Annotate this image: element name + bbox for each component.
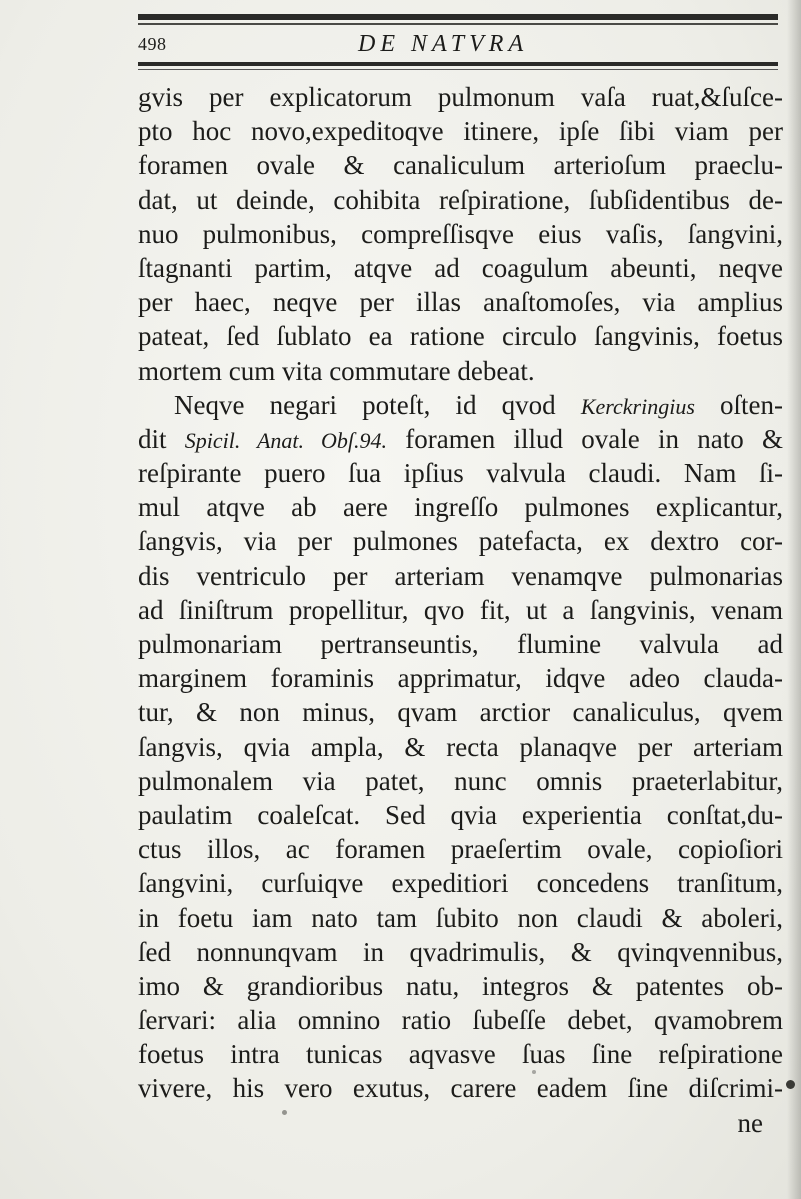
text-line: in foetu iam nato tam ſubito non claudi & aboleri,	[138, 902, 783, 933]
text-line: pulmonalem via patet, nunc omnis praeterlabitur,	[138, 765, 783, 796]
text-line: mortem cum vita commutare debeat.	[138, 355, 535, 386]
text-segment: Neqve negari poteſt, id qvod	[174, 389, 581, 420]
text-line: vivere, his vero exutus, carere eadem ſine diſcrimi-	[138, 1073, 783, 1104]
text-line: ſangvini, curſuiqve expeditiori concedens tranſitum,	[138, 868, 783, 899]
text-line: ſtagnanti partim, atqve ad coagulum abeunti, neqve	[138, 252, 783, 283]
text-line: per haec, neqve per illas anaſtomoſes, via amplius	[138, 287, 783, 318]
text-line: dat, ut deinde, cohibita reſpiratione, ſubſidentibus de-	[138, 184, 783, 215]
text-line: mul atqve ab aere ingreſſo pulmones explicantur,	[138, 492, 783, 523]
italic-citation: Spicil. Anat. Obſ.94.	[184, 427, 388, 453]
text-segment: dit	[138, 423, 185, 454]
text-segment: oſten-	[694, 389, 783, 420]
text-line: gvis per explicatorum pulmonum vaſa ruat,&ſuſce-	[138, 82, 783, 112]
text-line: reſpirante puero ſua ipſius valvula claudi. Nam ſi-	[138, 458, 783, 489]
body-text	[138, 80, 783, 1140]
text-line: ſangvis, qvia ampla, & recta planaqve per arteriam	[138, 731, 783, 762]
text-line	[138, 388, 783, 422]
text-line: imo & grandioribus natu, integros & patentes ob-	[138, 970, 783, 1001]
text-line: paulatim coaleſcat. Sed qvia experientia conſtat,du-	[138, 799, 783, 830]
text-line	[138, 422, 783, 456]
page-edge-shadow	[787, 0, 801, 1199]
ink-speck	[282, 1110, 287, 1115]
header-rule-bottom	[138, 62, 778, 66]
header-rule-top-thin	[138, 23, 778, 25]
page-number: 498	[138, 34, 167, 54]
header-rule-top	[138, 14, 778, 20]
text-line: ad ſiniſtrum propellitur, qvo fit, ut a ſangvinis, venam	[138, 594, 783, 625]
page-header	[138, 14, 778, 74]
text-line: tur, & non minus, qvam arctior canaliculus, qvem	[138, 697, 783, 728]
text-line: pto hoc novo,expeditoqve itinere, ipſe ſibi viam per	[138, 116, 783, 147]
text-line: pateat, ſed ſublato ea ratione circulo ſangvinis, foetus	[138, 321, 783, 352]
text-line: pulmonariam pertranseuntis, flumine valvula ad	[138, 629, 783, 659]
text-line: foetus intra tunicas aqvasve ſuas ſine reſpiratione	[138, 1039, 783, 1070]
ink-speck	[532, 1070, 536, 1074]
text-line: ſed nonnunqvam in qvadrimulis, & qvinqvennibus,	[138, 936, 783, 967]
italic-citation: Kerckringius	[580, 393, 695, 419]
catchword: ne	[737, 1107, 763, 1138]
text-line: ctus illos, ac foramen praeſertim ovale, copioſiori	[138, 834, 783, 865]
text-line: ſangvis, via per pulmones patefacta, ex dextro cor-	[138, 526, 783, 557]
text-line: foramen ovale & canaliculum arterioſum praeclu-	[138, 150, 783, 181]
text-line: ſervari: alia omnino ratio ſubeſſe debet, qvamobrem	[138, 1005, 783, 1036]
text-line: nuo pulmonibus, compreſſisqve eius vaſis, ſangvini,	[138, 218, 783, 249]
header-rule-bottom-thin	[138, 69, 778, 70]
running-head: DE NATVRA	[358, 31, 529, 57]
text-segment: foramen illud ovale in nato &	[387, 423, 783, 454]
text-line: marginem foraminis apprimatur, idqve adeo clauda-	[138, 663, 783, 694]
text-line: dis ventriculo per arteriam venamqve pulmonarias	[138, 560, 783, 591]
